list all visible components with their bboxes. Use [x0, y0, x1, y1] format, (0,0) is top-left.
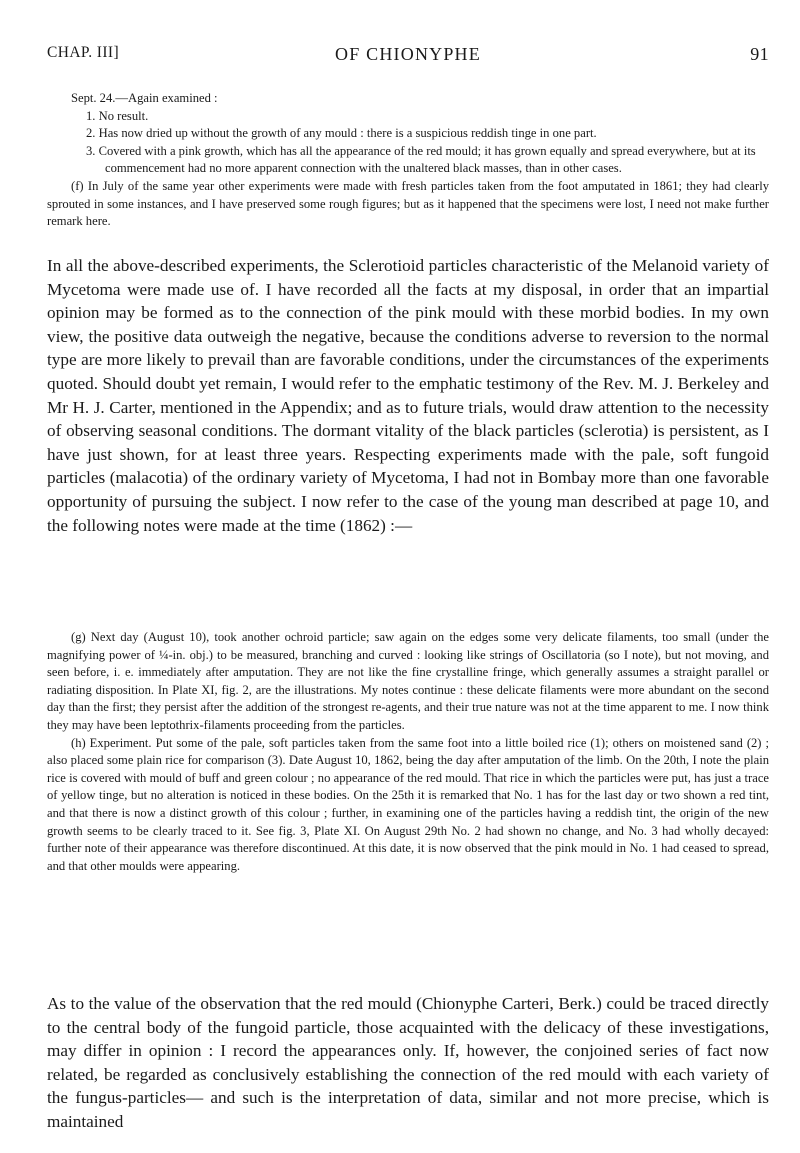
paragraph-g: (g) Next day (August 10), took another ochroid particle; saw again on the edges some very delicate filaments, too small (under the magnifying power of ¼-in. obj.) to be measured, branching and curved : looking like strings of Oscillatoria (so I note), but not moving, and seen before, i. e. immediately after amputation. They are not like the fine crystalline fringe, which generally assumes a straight parallel or radiating disposition. In Plate XI, fig. 2, are the illustrations. My notes continue : these delicate filaments were more abundant on the second day than the first; they persist after the addition of the strongest re-agents, and their true nature was not at the time apparent to me. I now think they may have been leptothrix-filaments proceeding from the particles. — [47, 630, 769, 732]
page-number: 91 — [750, 44, 769, 64]
chapter-label: CHAP. III] — [47, 44, 120, 61]
note-item-1: 1. No result. — [86, 108, 149, 123]
main-text — [47, 254, 769, 537]
notes-bottom — [47, 629, 769, 875]
closing-paragraph: As to the value of the observation that the red mould (Chionyphe Carteri, Berk.) could be traced directly to the central body of the fungoid particle, those acquainted with the delicacy of these investigations, may differ in opinion : I record the appearances only. If, however, the conjoined series of fact now related, be regarded as conclusively establishing the connection of the red mould with each variety of the fungus-particles— and such is the interpretation of data, similar and not more precise, which is maintained — [47, 994, 769, 1131]
paragraph-f: (f) In July of the same year other experiments were made with fresh particles taken from the foot amputated in 1861; they had clearly sprouted in some instances, and I have preserved some rough figures; but as it happened that the specimens were lost, I need not make further remark here. — [47, 178, 769, 229]
paragraph-h: (h) Experiment. Put some of the pale, soft particles taken from the same foot into a little boiled rice (1); others on moistened sand (2) ; also placed some plain rice for comparison (3). Date August 10, 1862, being the day after amputation of the limb. On the 20th, I note the plain rice is covered with mould of buff and green colour ; no appearance of the red mould. That rice in which the particles were put, has just a trace of yellow tinge, but no alteration is noticed in these bodies. On the 25th it is remarked that No. 1 has for the last day or two shown a red tint, and that there is now a distinct growth of this colour ; further, in examining one of the particles having a reddish tint, the origin of the new growth seems to be clearly traced to it. See fig. 3, Plate XI. On August 29th No. 2 had shown no change, and No. 3 had wholly decayed: further note of their appearance was therefore discontinued. At this date, it is now observed that the pink mould in No. 1 had ceased to spread, and that other moulds were appearing. — [47, 735, 769, 873]
main-paragraph: In all the above-described experiments, the Sclerotioid particles characteristic of the Melanoid variety of Mycetoma were made use of. I have recorded all the facts at my disposal, in order that an impartial opinion may be formed as to the connection of the pink mould with these morbid bodies. In my own view, the positive data outweigh the negative, because the conditions adverse to reversion to the normal type are more likely to prevail than are favorable conditions, under the circumstances of the experiments quoted. Should doubt yet remain, I would refer to the emphatic testimony of the Rev. M. J. Berkeley and Mr H. J. Carter, mentioned in the Appendix; and as to future trials, would draw attention to the necessity of observing seasonal conditions. The dormant vitality of the black particles (sclerotia) is persistent, as I have just shown, for at least three years. Respecting experiments made with the pale, soft fungoid particles (malacotia) of the ordinary variety of Mycetoma, I had not in Bombay more than one favorable opportunity of pursuing the subject. I now refer to the case of the young man described at page 10, and the following notes were made at the time (1862) :— — [47, 256, 769, 535]
date-line: Sept. 24.—Again examined : — [71, 91, 218, 105]
notes-top — [47, 90, 769, 243]
closing-text — [47, 992, 769, 1134]
page-title: OF CHIONYPHE — [335, 44, 481, 64]
note-item-3: 3. Covered with a pink growth, which has all the appearance of the red mould; it has grown equally and spread everywhere, but at its commencement had no more apparent connection with the unaltered black masses, than in other cases. — [86, 143, 756, 176]
running-head — [47, 44, 769, 68]
note-item-2: 2. Has now dried up without the growth of any mould : there is a suspicious reddish tinge in one part. — [86, 126, 597, 141]
